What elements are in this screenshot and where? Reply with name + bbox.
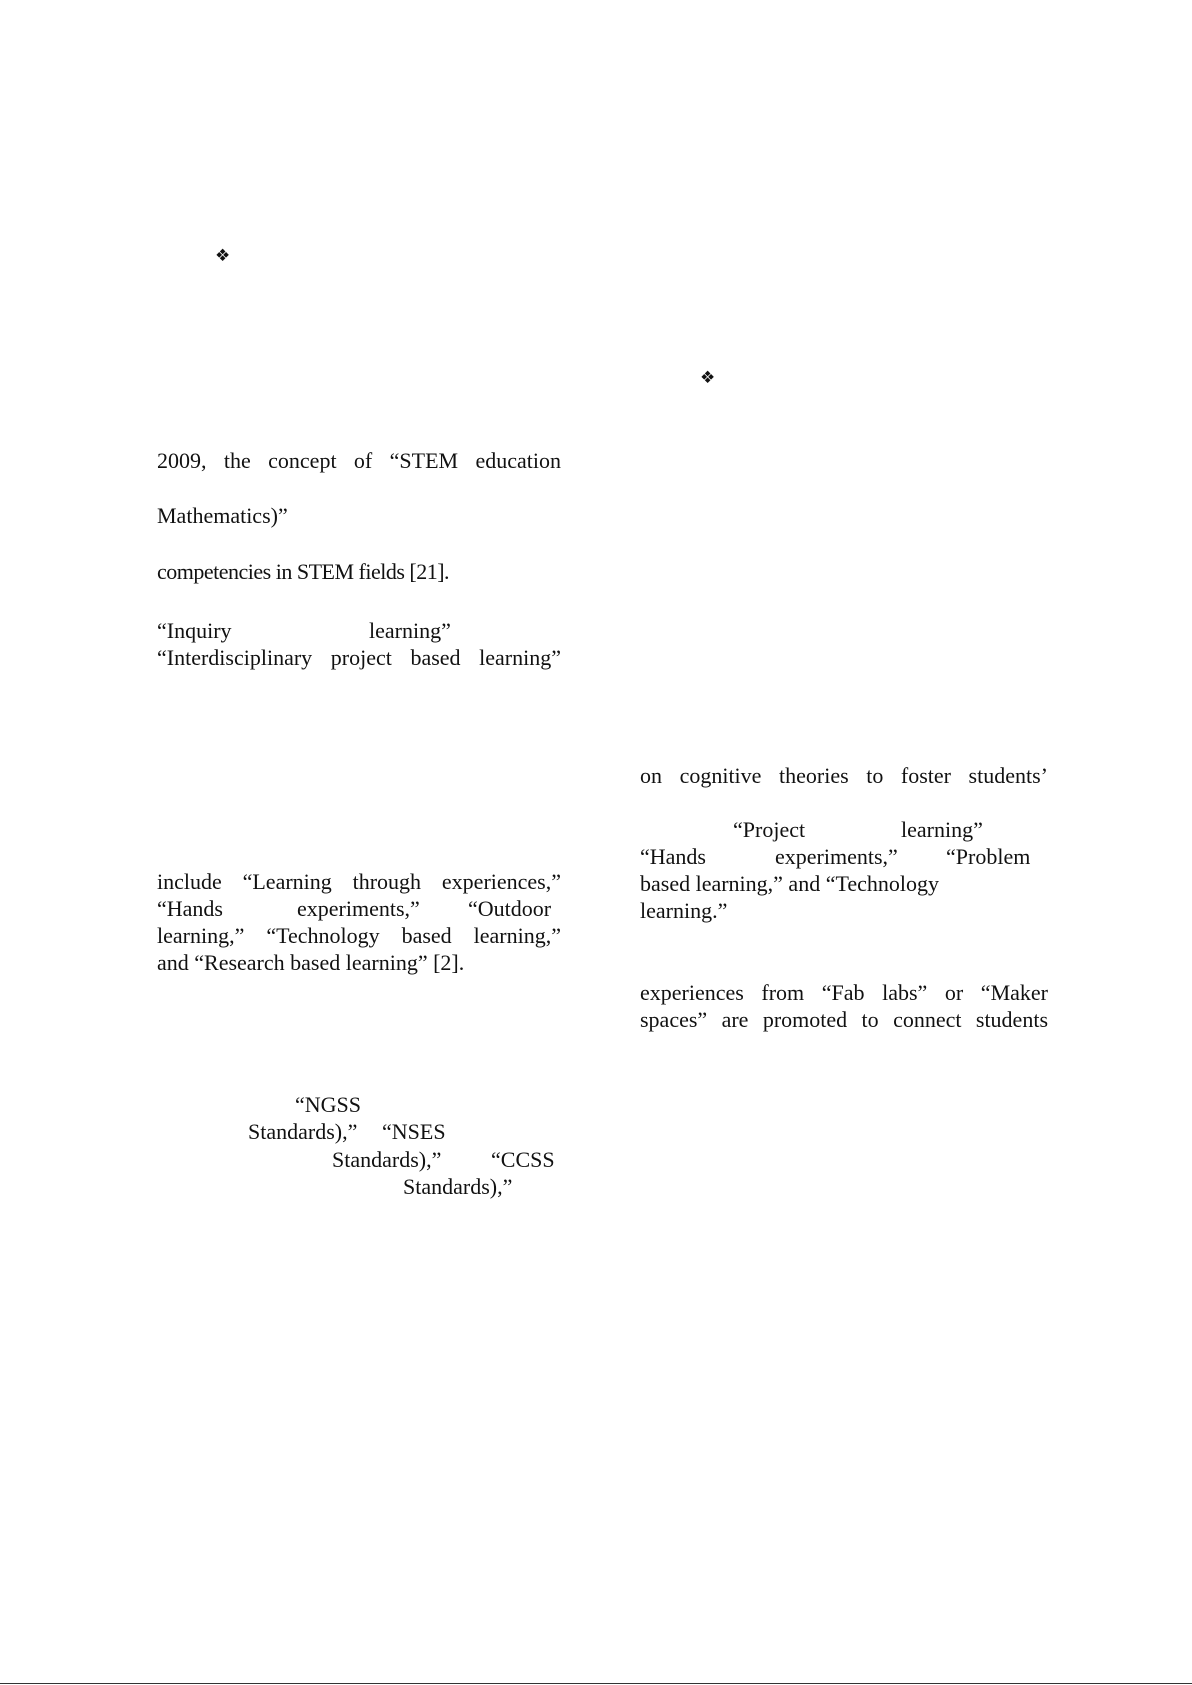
text-line: Mathematics)”: [157, 503, 288, 528]
text-line: learning.”: [640, 898, 728, 923]
text-line: 2009, the concept of “STEM education: [157, 448, 561, 473]
text-fragment: experiments,”: [297, 896, 420, 921]
text-fragment: Standards),”: [332, 1147, 442, 1172]
text-line: spaces” are promoted to connect students: [640, 1007, 1048, 1032]
text-fragment: “Hands: [640, 844, 706, 869]
text-fragment: “NSES: [382, 1119, 446, 1144]
text-line: on cognitive theories to foster students’: [640, 763, 1048, 788]
text-line: learning,” “Technology based learning,”: [157, 923, 561, 948]
page-bottom-rule: [0, 1683, 1192, 1684]
text-fragment: “NGSS: [295, 1092, 362, 1117]
text-fragment: “Inquiry: [157, 618, 232, 643]
text-fragment: learning”: [369, 618, 451, 643]
text-fragment: learning”: [901, 817, 983, 842]
text-fragment: “Outdoor: [468, 896, 552, 921]
text-fragment: experiments,”: [775, 844, 898, 869]
text-fragment: Standards),”: [248, 1119, 358, 1144]
bullet-diamond-icon: ❖: [215, 246, 231, 266]
text-line: based learning,” and “Technology: [640, 871, 940, 896]
text-line: experiences from “Fab labs” or “Maker: [640, 980, 1048, 1005]
text-fragment: “Project: [733, 817, 806, 842]
text-line: include “Learning through experiences,”: [157, 869, 561, 894]
bullet-diamond-icon: ❖: [700, 368, 716, 388]
text-line: competencies in STEM fields [21].: [157, 559, 450, 584]
text-fragment: “Problem: [946, 844, 1031, 869]
text-line: and “Research based learning” [2].: [157, 950, 465, 975]
text-fragment: Standards),”: [403, 1174, 513, 1199]
text-line: “Interdisciplinary project based learning”: [157, 645, 561, 670]
text-fragment: “CCSS: [491, 1147, 555, 1172]
text-fragment: “Hands: [157, 896, 223, 921]
